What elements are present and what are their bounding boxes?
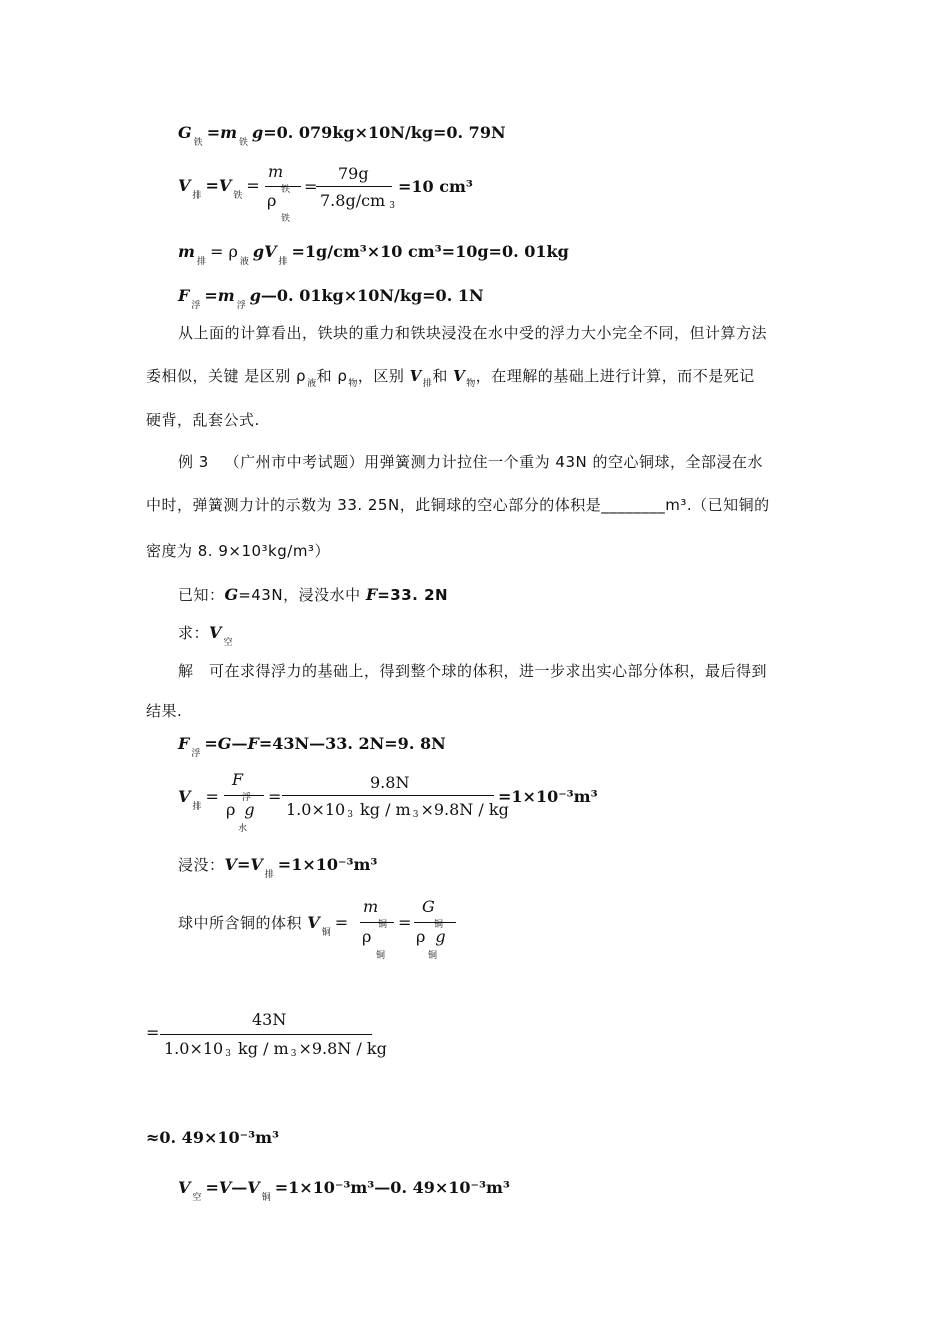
symbol-F: F [178,286,190,305]
symbol-m: m [217,286,235,305]
equation-rest: =0. 079kg×10N/kg=0. 79N [263,123,506,142]
numerator: 79g [338,164,369,183]
equation-displaced-mass [178,242,569,265]
denominator-rho: ρ [267,191,277,210]
example-line: 密度为 8. 9×10³kg/m³） [146,542,330,560]
paragraph-line: 从上面的计算看出，铁块的重力和铁块浸没在水中受的浮力大小完全不同，但计算方法 [178,324,768,342]
numerator-m: m [268,162,284,181]
fraction-m-over-rho-copper: m 铜 ρ 铜 [360,897,394,957]
subscript: 铁 [281,185,291,195]
denominator: 7.8g/cm [320,191,386,210]
fraction-G-over-rho-g: G 铜 ρ g 铜 [414,897,456,957]
subscript: 铁 [233,191,243,201]
equation-hollow-volume: $V_空=V—V_铜=1\times 10^{-3}m^3—0$. 49×10⁻³m³ [178,1178,510,1203]
subscript: 排 [278,257,288,267]
equals: = [204,286,218,305]
result: =10 cm³ [398,177,473,196]
paragraph-line: 硬背，乱套公式. [146,411,260,429]
equation-copper-volume: 球中所含铜的体积 $V_铜=$ [178,913,349,938]
find-line: 求：$V_空$ [178,623,233,648]
symbol-G: G [178,123,192,142]
equals: = [205,176,219,195]
subscript: 铁 [193,138,203,148]
symbol-g: g [249,286,261,305]
equals: = [304,177,318,196]
equation-displaced-volume: $V_排=$ [178,787,219,812]
subscript: 铁 [239,138,249,148]
equals: = [146,1023,160,1042]
subscript: 液 [239,257,249,267]
equals: = [398,913,412,932]
solution-line: 结果. [146,702,183,720]
equals: = [206,123,221,142]
symbol-m: m [220,123,238,142]
example-line: 中时，弹簧测力计的示数为 33. 25N，此铜球的空心部分的体积是________m³.（已知铜的 [146,496,770,514]
equation-rest: —0. 01kg×10N/kg=0. 1N [260,286,484,305]
result: =1×10⁻³m³ [498,787,598,806]
equation-iron-weight [178,123,506,146]
symbol-V: V [178,176,191,195]
fraction-copper-calc: 43N 1.0×10 3 kg / m 3 ×9.8N / kg [160,1010,372,1060]
symbol-V: V [218,176,232,195]
subscript: 铁 [281,214,291,224]
equation-approx: ≈0. 49×10⁻³m³ [146,1128,280,1147]
fraction-79g [316,164,395,214]
subscript: 排 [192,191,202,201]
fraction-m-over-rho [265,160,301,224]
equation-iron-volume [178,176,260,199]
example-line: 例 3 （广州市中考试题）用弹簧测力计拉住一个重为 43N 的空心铜球，全部浸在水 [178,453,763,471]
exponent: 3 [389,201,395,211]
symbol-g: g [252,123,264,142]
equation-buoyant-diff: $F_浮=G—F=43N—33$. 2N=9. 8N [178,734,446,759]
equation-submerged: 浸没：$V=V_排=1\times 10^{-3}m^3$ [178,855,378,880]
example-label: 例 3 [178,453,209,471]
subscript: 排 [196,257,206,267]
symbol-V: V [264,242,277,261]
subscript: 浮 [191,301,201,311]
fraction-volume-calc: 9.8N 1.0×10 3 kg / m 3 ×9.8N / kg [282,773,494,823]
equation-buoyant-force [178,286,484,309]
known-line: 已知：G=43N，浸没水中 F=33. 2N [178,585,449,604]
fraction-F-over-rho-g: F 浮 ρ g 水 [224,770,264,830]
solution-line: 解 可在求得浮力的基础上，得到整个球的体积，进一步求出实心部分体积，最后得到 [178,662,768,680]
equation-rest: =1g/cm³×10 cm³=10g=0. 01kg [291,242,569,261]
subscript: 浮 [236,301,246,311]
paragraph-line: 委相似，关键 是区别 $\rho_液$和 $\rho_物$，区别 $V_排$和 $V_物$，在理解的基础上进行计算，而不是死记 [146,367,755,389]
equals: = [246,176,260,195]
equals: = [268,787,282,806]
symbol-g: g [252,242,265,261]
symbol-m: m [178,242,195,261]
equals-rho: = ρ [209,242,238,261]
